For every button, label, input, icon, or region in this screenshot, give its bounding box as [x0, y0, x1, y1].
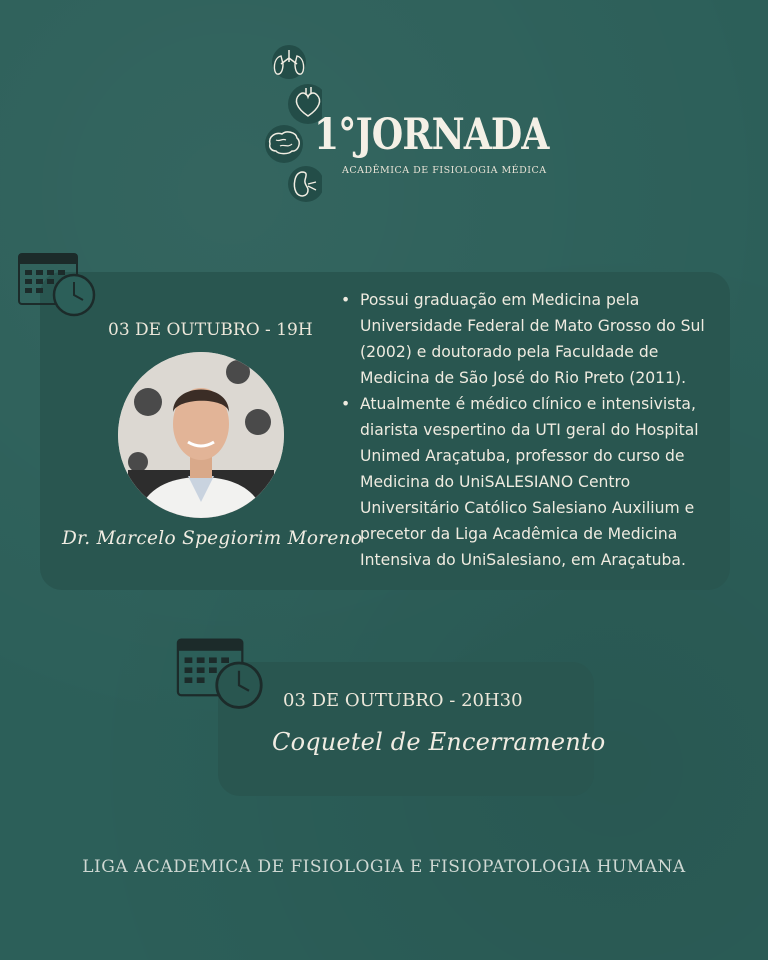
lungs-icon [272, 45, 306, 79]
talk-date: 03 DE OUTUBRO - 19H [108, 320, 313, 340]
organ-illustrations [262, 42, 322, 207]
brain-icon [265, 125, 303, 163]
speaker-name: Dr. Marcelo Spegiorim Moreno [62, 528, 363, 549]
calendar-clock-icon [172, 633, 266, 713]
event-subtitle: ACADÊMICA DE FISIOLOGIA MÉDICA [342, 165, 547, 176]
kidney-icon [288, 166, 322, 202]
closing-event: Coquetel de Encerramento [272, 728, 606, 756]
closing-date: 03 DE OUTUBRO - 20H30 [283, 690, 523, 711]
bio-item: • Atualmente é médico clínico e intensivista, diarista vespertino da UTI geral do Hospital Unimed Araçatuba, professor do curso de Medicina do UniSALESIANO Centro Universitário Católico Salesiano Auxilium e precetor da Liga Acadêmica de Medicina Intensiva do UniSalesiano, em Araçatuba. [360, 391, 716, 573]
speaker-bio [338, 287, 716, 573]
bio-item: • Possui graduação em Medicina pela Universidade Federal de Mato Grosso do Sul (2002) e doutorado pela Faculdade de Medicina de São José do Rio Preto (2011). [360, 287, 716, 391]
speaker-photo [118, 352, 284, 518]
footer-organization: LIGA ACADEMICA DE FISIOLOGIA E FISIOPATOLOGIA HUMANA [82, 857, 686, 877]
event-title: 1°JORNADA [314, 110, 549, 160]
calendar-clock-icon [16, 248, 96, 320]
